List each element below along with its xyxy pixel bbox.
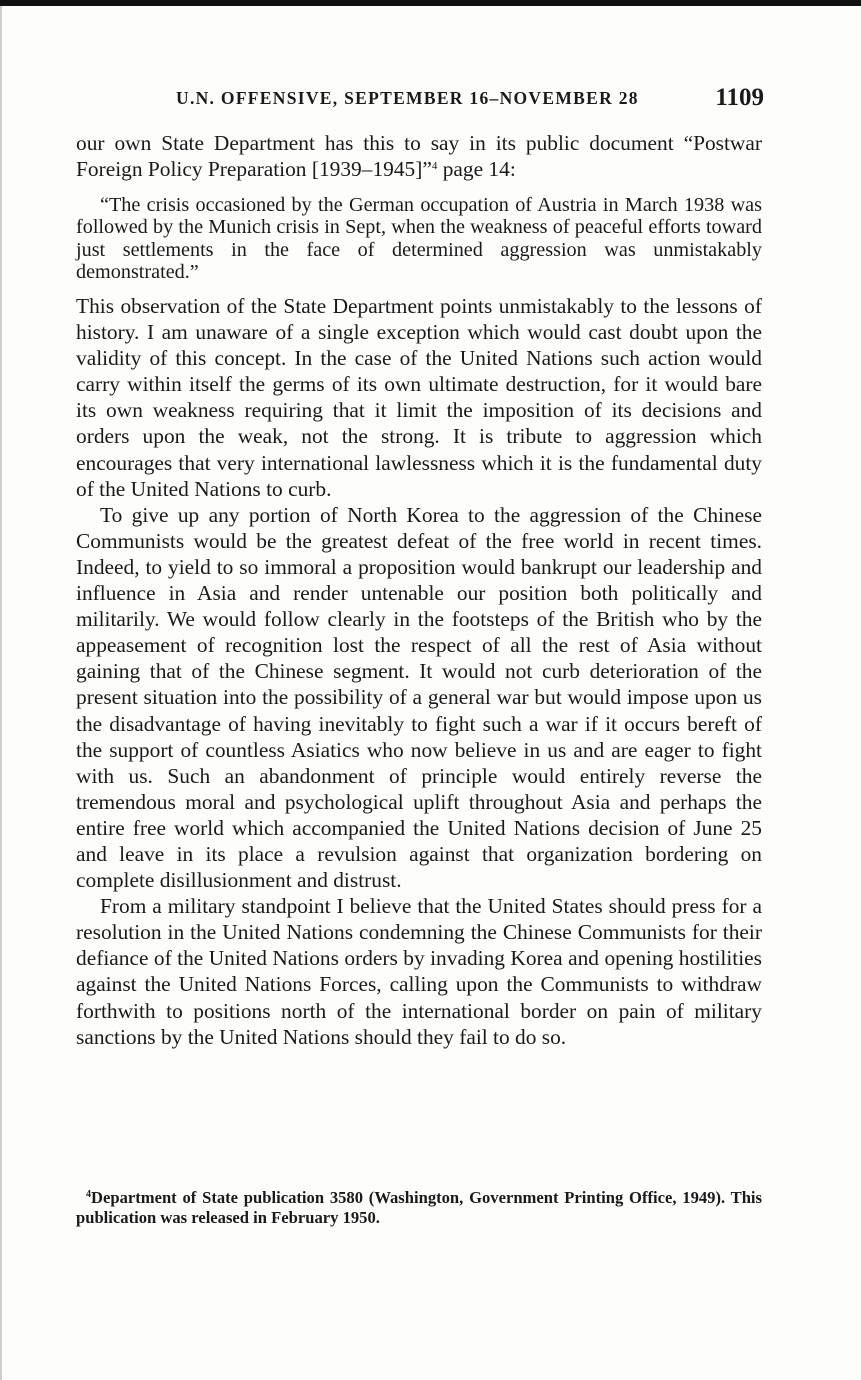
paragraph-military-standpoint: From a military standpoint I believe that the United States should press for a resolution in the United Nations condemning the Chinese Communists for their defiance of the United Nations orders by invading Korea and opening hostilities against the United Nations Forces, calling upon the Communists to withdraw forthwith to positions north of the international border on pain of military sanctions by the United Nations should they fail to do so. <box>76 894 762 1049</box>
page-left-edge <box>0 6 2 1380</box>
page-number: 1109 <box>715 84 764 111</box>
footnote-reference: 4 <box>431 160 438 173</box>
body-text <box>76 130 762 1050</box>
footnote-mark: 4 <box>86 1189 91 1200</box>
footnote <box>76 1188 762 1228</box>
intro-paragraph <box>76 130 762 182</box>
footnote-text: Department of State publication 3580 (Washington, Government Printing Office, 1949). This publication was released in February 1950. <box>76 1188 762 1227</box>
block-quote: “The crisis occasioned by the German occupation of Austria in March 1938 was followed by the Munich crisis in Sept, when the weakness of peaceful efforts toward just settlements in the face of determined aggression was unmistakably demonstrated.” <box>76 194 762 283</box>
running-head-title: U.N. OFFENSIVE, SEPTEMBER 16–NOVEMBER 28 <box>176 88 639 108</box>
running-head <box>176 84 766 114</box>
paragraph-observation: This observation of the State Department points unmistakably to the lessons of history. I am unaware of a single exception which would cast doubt upon the validity of this concept. In the case of the United Nations such action would carry within itself the germs of its own ultimate destruction, for it would bare its own weakness requiring that it limit the imposition of its decisions and orders upon the weak, not the strong. It is tribute to aggression which encourages that very international lawlessness which it is the fundamental duty of the United Nations to curb. <box>76 294 762 501</box>
intro-text-end: page 14: <box>437 157 516 182</box>
footnote-block <box>76 1188 762 1228</box>
intro-text: our own State Department has this to say in its public document “Postwar Foreign Policy Preparation [1939–1945]” <box>76 131 762 182</box>
page-top-edge <box>0 0 861 6</box>
paragraph-north-korea: To give up any portion of North Korea to the aggression of the Chinese Communists would be the greatest defeat of the free world in recent times. Indeed, to yield to so immoral a proposition would bankrupt our leadership and influence in Asia and render untenable our position both politically and militarily. We would follow clearly in the footsteps of the British who by the appeasement of recognition lost the respect of all the rest of Asia without gaining that of the Chinese segment. It would not curb deterioration of the present situation into the possibility of a general war but would impose upon us the disadvantage of having inevitably to fight such a war if it occurs bereft of the support of countless Asiatics who now believe in us and are eager to fight with us. Such an abandonment of principle would entirely reverse the tremendous moral and psychological uplift throughout Asia and perhaps the entire free world which accompanied the United Nations decision of June 25 and leave in its place a revulsion against that organization bordering on complete disillusionment and distrust. <box>76 502 762 893</box>
